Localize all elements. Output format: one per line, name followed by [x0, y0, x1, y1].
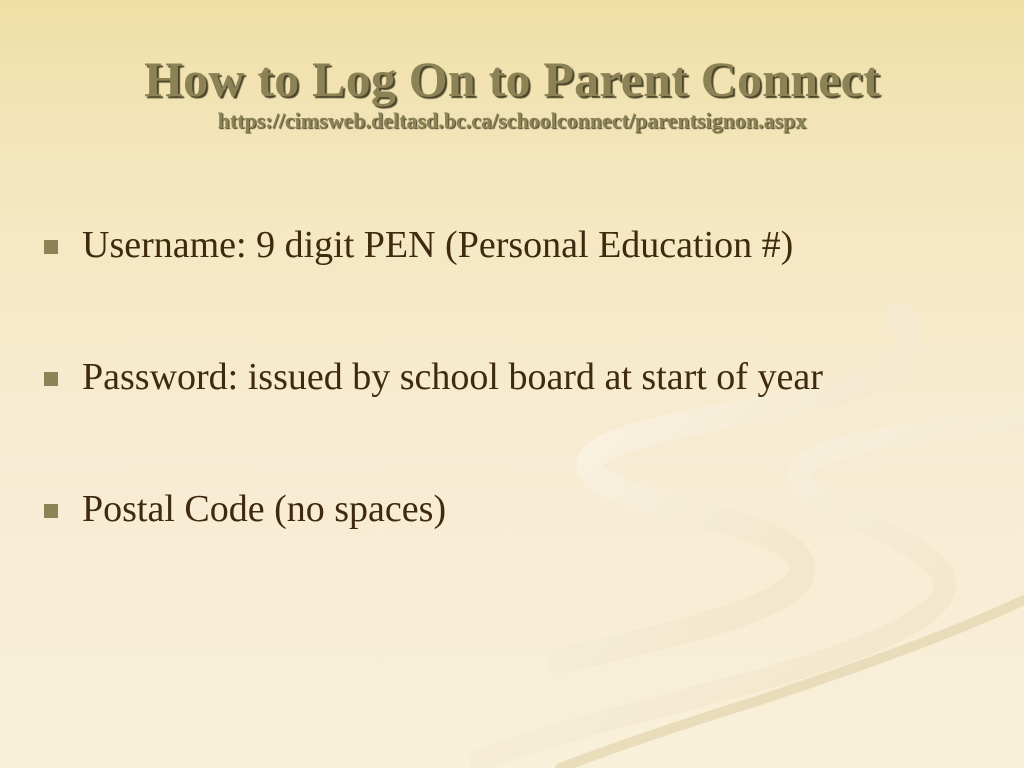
bullet-item-username [44, 222, 1004, 354]
signon-url: https://cimsweb.deltasd.bc.ca/schoolconnect/parentsignon.aspx [217, 108, 807, 133]
square-bullet-icon [44, 372, 58, 386]
slide-title-block [0, 50, 1024, 134]
bullet-text: Password: issued by school board at start of year [82, 356, 823, 398]
square-bullet-icon [44, 240, 58, 254]
bullet-text: Postal Code (no spaces) [82, 488, 447, 530]
bullet-text: Username: 9 digit PEN (Personal Education #) [82, 224, 794, 266]
slide-title: How to Log On to Parent Connect [144, 51, 880, 107]
bullet-list [44, 222, 1004, 618]
square-bullet-icon [44, 504, 58, 518]
swirl-stroke-thin [560, 600, 1024, 768]
bullet-item-password [44, 354, 1004, 486]
bullet-item-postal-code [44, 486, 1004, 618]
